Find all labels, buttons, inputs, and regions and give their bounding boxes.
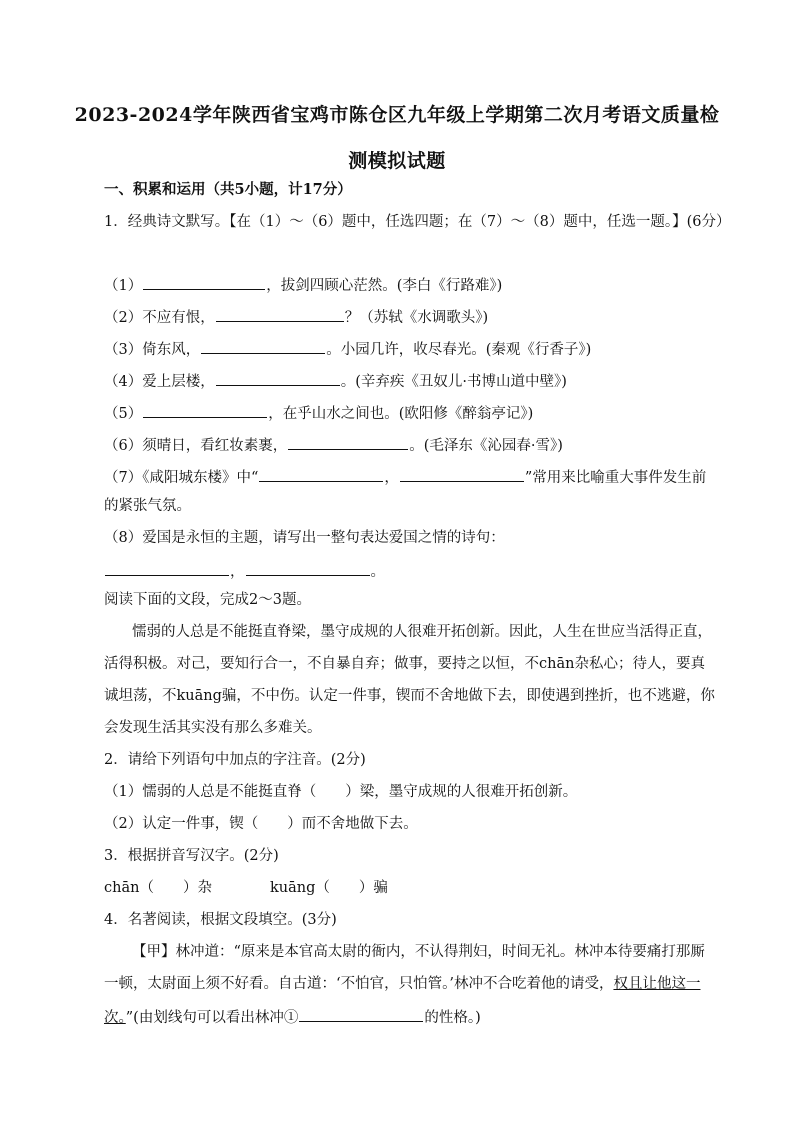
q3-a: chān（ ）杂	[104, 880, 212, 896]
answer-blank[interactable]	[259, 466, 383, 482]
q1-item-8-blanks: ， 。	[104, 560, 385, 582]
answer-blank[interactable]	[288, 434, 408, 450]
section-heading: 一、积累和运用（共5小题，计17分）	[104, 181, 352, 198]
answer-blank[interactable]	[299, 1006, 423, 1022]
answer-blank[interactable]	[400, 466, 524, 482]
q1-item-6: （6）须晴日，看红妆素裹， 。(毛泽东《沁园春·雪》)	[104, 434, 563, 456]
exam-title-line1: 2023-2024学年陕西省宝鸡市陈仓区九年级上学期第二次月考语文质量检	[74, 104, 720, 126]
answer-blank[interactable]	[143, 402, 267, 418]
q1-stem: 1．经典诗文默写。【在（1）～（6）题中，任选四题；在（7）～（8）题中，任选一题。】(6分）	[104, 214, 731, 230]
q2-sub-1: （1）懦弱的人总是不能挺直脊（ ）梁，墨守成规的人很难开拓创新。	[104, 784, 578, 800]
q4-passage-line: 【甲】林冲道：“原来是本官高太尉的衙内，不认得荆妇，时间无礼。林冲本待要痛打那厮	[132, 944, 705, 960]
q4-stem: 4．名著阅读，根据文段填空。(3分)	[104, 912, 337, 928]
q3-b: kuāng（ ）骗	[270, 880, 388, 896]
q4-passage-line: 次。”(由划线句可以看出林冲① 的性格。)	[104, 1006, 481, 1028]
q1-item-4: （4）爱上层楼， 。(辛弃疾《丑奴儿·书博山道中壁》)	[104, 370, 567, 392]
q1-item-2: （2）不应有恨， ？（苏轼《水调歌头》)	[104, 306, 488, 328]
passage-line: 会发现生活其实没有那么多难关。	[104, 720, 322, 736]
answer-blank[interactable]	[216, 370, 340, 386]
passage-line: 诚坦荡，不kuāng骗，不中伤。认定一件事，锲而不舍地做下去，即使遇到挫折，也不逃避，你	[104, 688, 715, 704]
answer-blank[interactable]	[105, 560, 229, 576]
q1-item-7: （7）《咸阳城东楼》中“ ， ”常用来比喻重大事件发生前	[104, 466, 706, 488]
answer-blank[interactable]	[246, 560, 370, 576]
q1-item-3: （3）倚东风， 。小园几许，收尽春光。(秦观《行香子》)	[104, 338, 591, 360]
circled-number: ①	[283, 1010, 299, 1026]
q3-stem: 3．根据拼音写汉字。(2分)	[104, 848, 279, 864]
reading-intro: 阅读下面的文段，完成2～3题。	[104, 592, 311, 608]
q1-item-1: （1） ，拔剑四顾心茫然。(李白《行路难》)	[104, 274, 502, 296]
q1-item-8: （8）爱国是永恒的主题，请写出一整句表达爱国之情的诗句：	[104, 530, 505, 546]
q2-stem: 2．请给下列语句中加点的字注音。(2分)	[104, 752, 366, 768]
answer-blank[interactable]	[201, 338, 325, 354]
exam-title-line2: 测模拟试题	[348, 150, 446, 172]
underlined-sentence: 权且让他这一	[613, 976, 701, 992]
q4-passage-line: 一顿，太尉面上须不好看。自古道：‘不怕官，只怕管。’林冲不合吃着他的请受，权且让他这一	[104, 976, 701, 992]
answer-blank[interactable]	[216, 306, 344, 322]
underlined-sentence: 次。	[104, 1010, 126, 1026]
passage-line: 懦弱的人总是不能挺直脊梁，墨守成规的人很难开拓创新。因此，人生在世应当活得正直，	[132, 624, 712, 640]
q1-item-7-cont: 的紧张气氛。	[104, 498, 191, 514]
q1-item-5: （5） ，在乎山水之间也。(欧阳修《醉翁亭记》)	[104, 402, 533, 424]
q2-sub-2: （2）认定一件事，锲（ ）而不舍地做下去。	[104, 816, 418, 832]
passage-line: 活得积极。对己，要知行合一，不自暴自弃；做事，要持之以恒，不chān杂私心；待人，要真	[104, 656, 705, 672]
answer-blank[interactable]	[143, 274, 265, 290]
